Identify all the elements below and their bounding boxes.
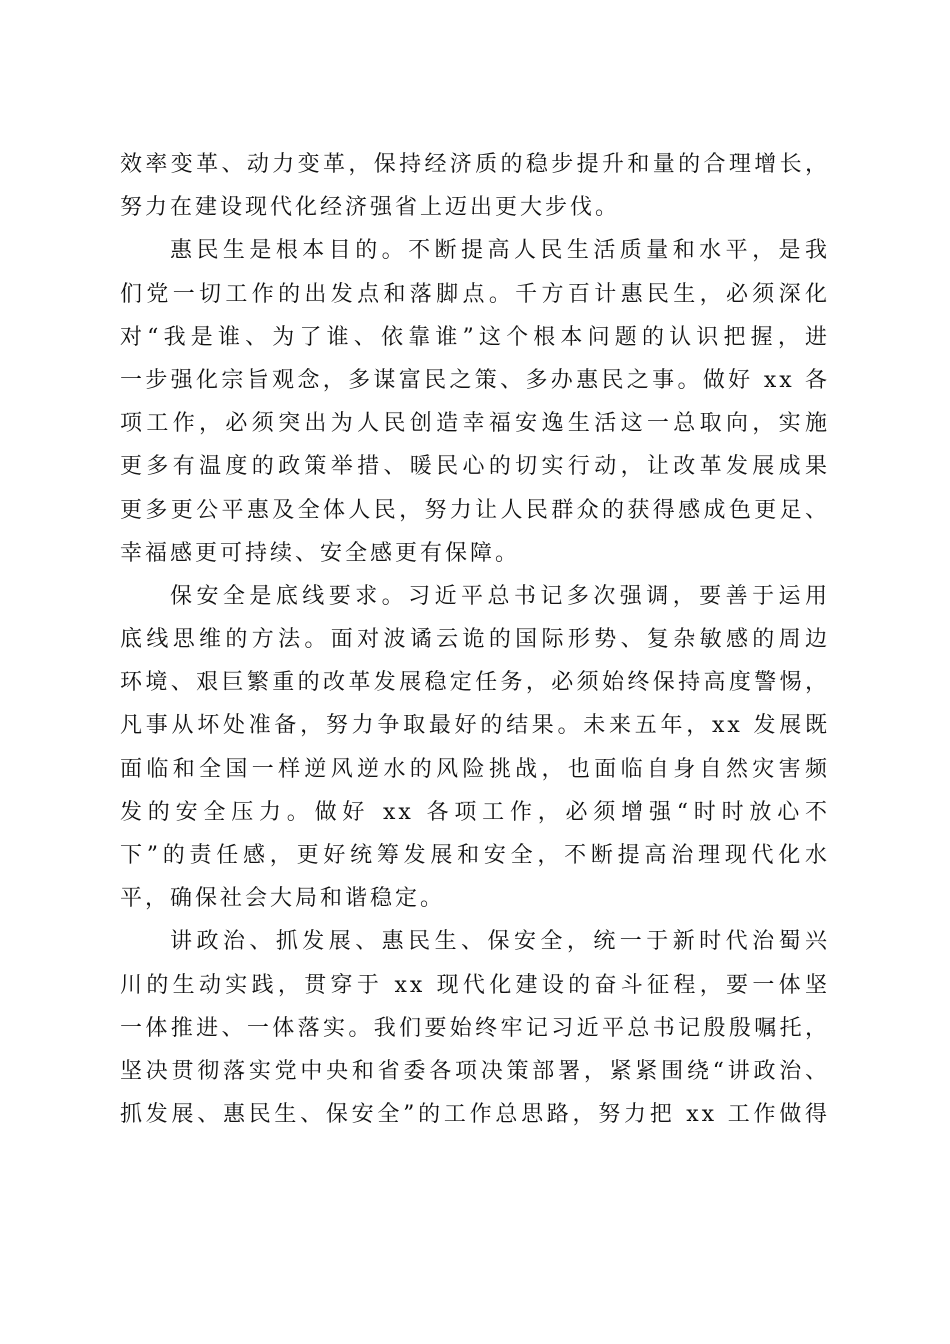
paragraph-3-line-3: 环境、艰巨繁重的改革发展稳定任务，必须始终保持高度警惕， [120,670,830,696]
paragraph-4-line-3: 一体推进、一体落实。我们要始终牢记习近平总书记殷殷嘱托， [120,1015,830,1041]
paragraph-3-line-4: 凡事从坏处准备，努力争取最好的结果。未来五年，xx 发展既 [120,713,830,739]
paragraph-4-line-1: 讲政治、抓发展、惠民生、保安全，统一于新时代治蜀兴 [170,929,830,955]
paragraph-3-line-6: 发的安全压力。做好 xx 各项工作，必须增强“时时放心不 [120,799,830,825]
paragraph-4-line-4: 坚决贯彻落实党中央和省委各项决策部署，紧紧围绕“讲政治、 [120,1058,830,1084]
paragraph-3-line-8: 平，确保社会大局和谐稳定。 [120,886,446,912]
paragraph-3-line-7: 下”的责任感，更好统筹发展和安全，不断提高治理现代化水 [120,843,830,868]
paragraph-1-line-2: 努力在建设现代化经济强省上迈出更大步伐。 [120,195,621,221]
paragraph-3-line-5: 面临和全国一样逆风逆水的风险挑战，也面临自身自然灾害频 [120,756,830,782]
paragraph-3-line-2: 底线思维的方法。面对波谲云诡的国际形势、复杂敏感的周边 [120,627,830,653]
paragraph-3-line-1: 保安全是底线要求。习近平总书记多次强调，要善于运用 [170,583,830,609]
paragraph-2-line-6: 更多有温度的政策举措、暖民心的切实行动，让改革发展成果 [120,454,830,480]
paragraph-2-line-8: 幸福感更可持续、安全感更有保障。 [120,540,521,566]
paragraph-2-line-5: 项工作，必须突出为人民创造幸福安逸生活这一总取向，实施 [120,411,830,437]
paragraph-2-line-7: 更多更公平惠及全体人民，努力让人民群众的获得感成色更足、 [120,497,830,523]
paragraph-4-line-2: 川的生动实践，贯穿于 xx 现代化建设的奋斗征程，要一体坚 [120,972,830,998]
paragraph-1-line-1: 效率变革、动力变革，保持经济质的稳步提升和量的合理增长， [120,152,830,177]
paragraph-2-line-1: 惠民生是根本目的。不断提高人民生活质量和水平，是我 [170,238,830,264]
paragraph-2-line-3: 对“我是谁、为了谁、依靠谁”这个根本问题的认识把握，进 [120,324,830,350]
document-body [120,143,830,1136]
paragraph-4-line-5: 抓发展、惠民生、保安全”的工作总思路，努力把 xx 工作做得 [120,1102,830,1128]
paragraph-2-line-4: 一步强化宗旨观念，多谋富民之策、多办惠民之事。做好 xx 各 [120,367,830,393]
paragraph-2-line-2: 们党一切工作的出发点和落脚点。千方百计惠民生，必须深化 [120,281,830,307]
